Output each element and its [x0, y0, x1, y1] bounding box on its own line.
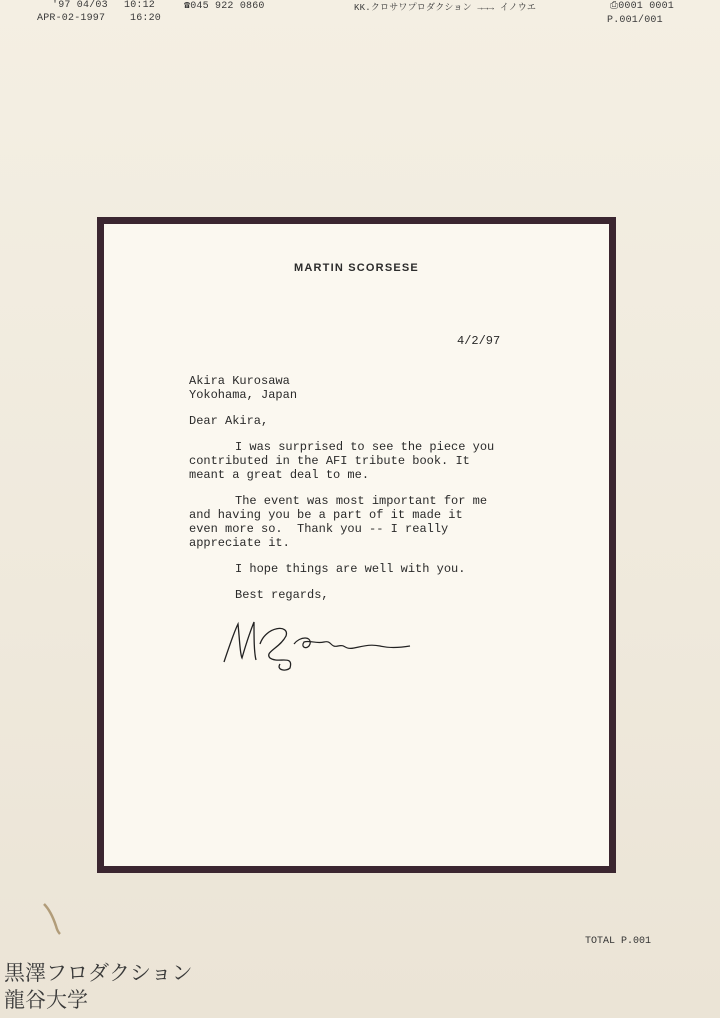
- fax-page-counter: ⎙0001 0001: [610, 1, 675, 12]
- letter-date: 4/2/97: [457, 334, 501, 348]
- smudge-mark: [40, 902, 64, 936]
- signature: [220, 614, 420, 674]
- recipient-location: Yokohama, Japan: [189, 388, 298, 402]
- paragraph-line: meant a great deal to me.: [189, 468, 370, 482]
- letter-frame: [97, 217, 616, 873]
- fax-total-pages: TOTAL P.001: [585, 936, 652, 947]
- fax-sent-date: '97 04/03: [52, 0, 108, 11]
- paragraph-line: even more so. Thank you -- I really: [189, 522, 449, 536]
- fax-sender: KK.クロサワプロダクション →→→ イノウエ: [354, 3, 537, 13]
- archive-stamp-line2: 龍谷大学: [4, 988, 88, 1012]
- letterhead: MARTIN SCORSESE: [294, 262, 419, 274]
- fax-sent-time: 10:12: [124, 0, 156, 11]
- paragraph-line: and having you be a part of it made it: [189, 508, 463, 522]
- fax-received-time: 16:20: [130, 13, 162, 24]
- fax-phone: ☎045 922 0860: [184, 1, 265, 12]
- fax-received-date: APR-02-1997: [37, 13, 106, 24]
- fax-page-number: P.001/001: [607, 15, 663, 26]
- archive-stamp-line1: 黒澤フロダクション: [4, 961, 193, 985]
- recipient-name: Akira Kurosawa: [189, 374, 290, 388]
- paragraph-line: appreciate it.: [189, 536, 290, 550]
- archive-stamp: [4, 960, 193, 1014]
- closing: Best regards,: [235, 588, 329, 602]
- paragraph-line: I hope things are well with you.: [235, 562, 466, 576]
- paragraph-line: I was surprised to see the piece you: [235, 440, 495, 454]
- letter-body: [189, 374, 559, 602]
- paragraph-line: The event was most important for me: [235, 494, 488, 508]
- paragraph-line: contributed in the AFI tribute book. It: [189, 454, 470, 468]
- salutation: Dear Akira,: [189, 414, 269, 428]
